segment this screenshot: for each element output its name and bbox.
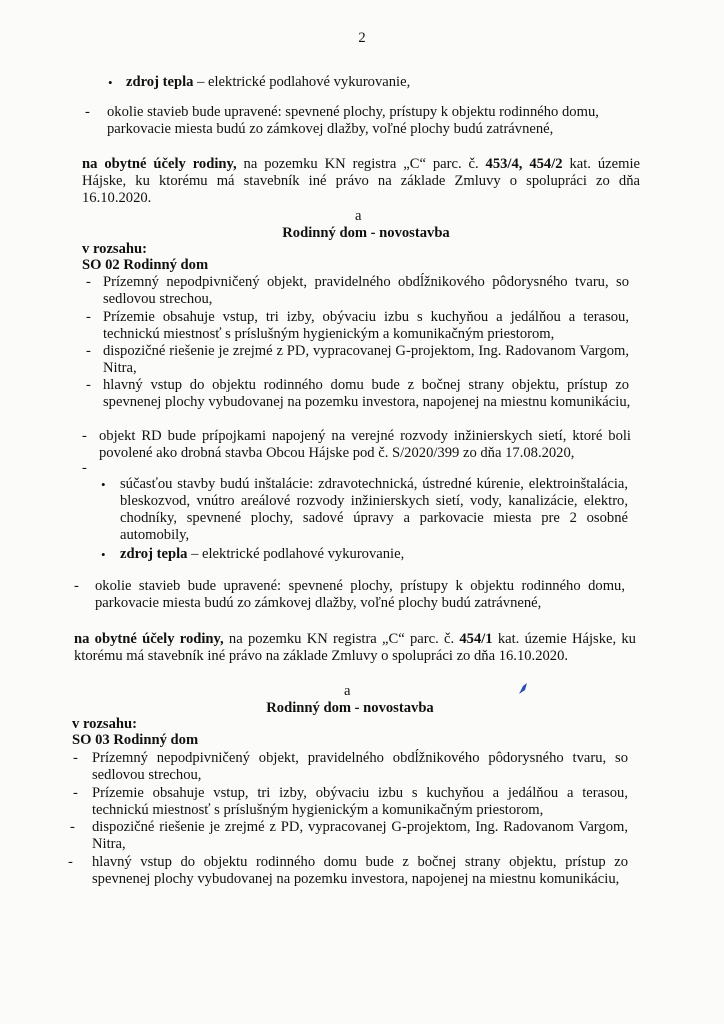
usage-line-1 <box>82 156 640 173</box>
ink-mark <box>516 681 530 697</box>
separator-a: a <box>355 208 362 224</box>
usage-text-2: kat. územie Hájske, ku <box>492 631 636 647</box>
heat-source-line <box>120 546 620 563</box>
usage-text: na pozemku KN registra „C“ parc. č. <box>236 156 486 172</box>
list-dash: - <box>86 274 91 290</box>
so02-item-4-line-1: hlavný vstup do objektu rodinného domu bude z bočnej strany objektu, prístup zo <box>103 377 629 393</box>
usage-line-3: 16.10.2020. <box>82 190 152 206</box>
usage-paragraph-2 <box>74 631 636 665</box>
usage-bold: na obytné účely rodiny, <box>82 156 237 172</box>
surroundings-line-1: okolie stavieb bude upravené: spevnené plochy, prístupy k objektu rodinného domu, <box>107 104 599 120</box>
heat-source-label: zdroj tepla <box>126 74 194 90</box>
heat-source-line <box>126 74 646 91</box>
installations-line-4: automobily, <box>120 527 190 543</box>
so02-item-4-line-2: spevnenej plochy vybudovanej na pozemku investora, napojenej na miestnu komunikáciu, <box>103 394 631 410</box>
surroundings-line-1: okolie stavieb bude upravené: spevnené plochy, prístupy k objektu rodinného domu, <box>95 578 625 594</box>
surroundings-line-2: parkovacie miesta budú zo zámkovej dlažby, voľné plochy budú zatrávnené, <box>95 595 542 611</box>
usage-line-1 <box>74 631 636 648</box>
usage-line-2: ktorému má stavebník iné právo na základe Zmluvy o spolupráci zo dňa 16.10.2020. <box>74 648 569 664</box>
so02-item-2-line-1: Prízemie obsahuje vstup, tri izby, obývaciu izbu s kuchyňou a jedálňou a terasou, <box>103 309 629 325</box>
scope-label: v rozsahu: <box>72 716 138 732</box>
list-dash: - <box>86 343 91 359</box>
list-dash: - <box>82 460 87 476</box>
list-dash: - <box>85 104 90 120</box>
usage-text: na pozemku KN registra „C“ parc. č. <box>223 631 460 647</box>
list-dash: - <box>73 750 78 766</box>
surroundings-line-2: parkovacie miesta budú zo zámkovej dlažby, voľné plochy budú zatrávnené, <box>107 121 554 137</box>
section-title: Rodinný dom - novostavba <box>282 225 450 241</box>
scope-label: v rozsahu: <box>82 241 148 257</box>
heat-source-text: – elektrické podlahové vykurovanie, <box>193 74 411 90</box>
connection-line-1: objekt RD bude prípojkami napojený na verejné rozvody inžinierskych sietí, ktoré boli <box>99 428 631 444</box>
parcel-number: 453/4, 454/2 <box>485 156 563 172</box>
usage-line-2: Hájske, ku ktorému má stavebník iné právo na základe Zmluvy o spolupráci zo dňa <box>82 173 640 189</box>
so02-item-1-line-1: Prízemný nepodpivničený objekt, pravidelného obdĺžnikového pôdorysného tvaru, so <box>103 274 629 290</box>
building-title: SO 02 Rodinný dom <box>82 257 209 273</box>
list-dash: - <box>68 854 73 870</box>
so03-item-2-line-1: Prízemie obsahuje vstup, tri izby, obývaciu izbu s kuchyňou a jedálňou a terasou, <box>92 785 628 801</box>
list-dash: - <box>74 578 79 594</box>
connection-line-2: povolené ako drobná stavba Obcou Hájske pod č. S/2020/399 zo dňa 17.08.2020, <box>99 445 575 461</box>
bullet-dot: • <box>108 75 113 90</box>
page-number: 2 <box>358 30 366 46</box>
bullet-dot: • <box>101 477 106 492</box>
list-dash: - <box>73 785 78 801</box>
so02-item-1-line-2: sedlovou strechou, <box>103 291 213 307</box>
list-dash: - <box>86 309 91 325</box>
heat-source-text: – elektrické podlahové vykurovanie, <box>187 546 405 562</box>
so03-item-1-line-1: Prízemný nepodpivničený objekt, pravidelného obdĺžnikového pôdorysného tvaru, so <box>92 750 628 766</box>
list-dash: - <box>70 819 75 835</box>
so03-item-3-line-2: Nitra, <box>92 836 126 852</box>
usage-bold: na obytné účely rodiny, <box>74 631 224 647</box>
usage-text-2: kat. územie <box>562 156 640 172</box>
so03-item-1-line-2: sedlovou strechou, <box>92 767 202 783</box>
installations-line-3: chodníky, spevnené plochy, sadové úpravy a parkovacie miesta pre 2 osobné <box>120 510 628 526</box>
bullet-dot: • <box>101 547 106 562</box>
so03-item-2-line-2: technickú miestnosť s príslušným hygienickým a komunikačným priestorom, <box>92 802 544 818</box>
list-dash: - <box>82 428 87 444</box>
so02-item-2-line-2: technickú miestnosť s príslušným hygienickým a komunikačným priestorom, <box>103 326 555 342</box>
installations-line-2: bleskozvod, vnútro areálové rozvody inžinierskych sietí, vody, kanalizácie, elektro, <box>120 493 628 509</box>
usage-paragraph-1 <box>82 156 640 207</box>
installations-line-1: súčasťou stavby budú inštalácie: zdravotechnická, ústredné kúrenie, elektroinštalácia, <box>120 476 628 492</box>
so03-item-3-line-1: dispozičné riešenie je zrejmé z PD, vypracovanej G-projektom, Ing. Radovanom Vargom, <box>92 819 628 835</box>
heat-source-label: zdroj tepla <box>120 546 188 562</box>
so03-item-4-line-2: spevnenej plochy vybudovanej na pozemku investora, napojenej na miestnu komunikáciu, <box>92 871 620 887</box>
so03-item-4-line-1: hlavný vstup do objektu rodinného domu bude z bočnej strany objektu, prístup zo <box>92 854 628 870</box>
building-title: SO 03 Rodinný dom <box>72 732 199 748</box>
installations-block <box>120 476 628 544</box>
parcel-number: 454/1 <box>459 631 493 647</box>
section-title: Rodinný dom - novostavba <box>266 700 434 716</box>
so02-item-3-line-1: dispozičné riešenie je zrejmé z PD, vypracovanej G-projektom, Ing. Radovanom Vargom, <box>103 343 629 359</box>
list-dash: - <box>86 377 91 393</box>
separator-a: a <box>344 683 351 699</box>
so02-item-3-line-2: Nitra, <box>103 360 137 376</box>
